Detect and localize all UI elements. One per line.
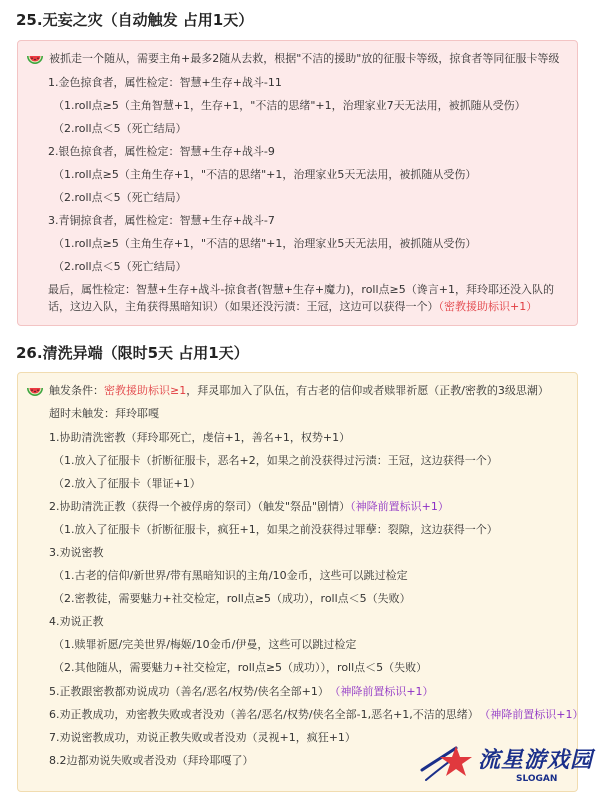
final-check-continued: [48, 300, 537, 314]
descent-marker: （神降前置标识+1）: [350, 500, 449, 513]
descent-marker: （神降前置标识+1）: [484, 708, 584, 721]
option-help-purge-cult: 1.协助清洗密教（拜玲耶死亡，虔信+1，善名+1，权势+1）: [49, 431, 351, 444]
logo-title: 流星游戏园: [478, 748, 594, 773]
descent-marker: （神降前置标识+1）: [334, 685, 434, 698]
outcome-text: 6.劝正教成功，劝密教失败或者没劝（善名/恶名/权势/侠名全部-1,恶名+1,不洁的思绪）: [49, 708, 479, 721]
option-help-purge-orthodox: [49, 500, 449, 514]
option-detail: （1.roll点≥5（主角生存+1，"不洁的思绪"+1，治理家业5天无法用，被抓随从受伤）: [53, 168, 477, 181]
option-silver-predator: 2.银色掠食者，属性检定：智慧+生存+战斗-9: [48, 145, 275, 158]
cult-aid-marker: （密教援助标识+1）: [438, 300, 538, 313]
timeout-note: 超时未触发：拜玲耶嘎: [49, 407, 159, 420]
cult-aid-requirement: 密教援助标识≥1: [104, 384, 187, 397]
outcome-cult-success: 7.劝说密教成功，劝说正教失败或者没劝（灵视+1，疯狂+1）: [49, 731, 356, 744]
option-persuade-cult: 3.劝说密教: [49, 546, 104, 559]
trigger-label: 触发条件：: [49, 384, 104, 397]
logo-slogan: SLOGAN: [516, 774, 558, 784]
option-detail: （1.放入了征服卡（折断征服卡，恶名+2，如果之前没获得过污渍：王冠，这边获得一个）: [53, 454, 498, 467]
option-detail: （2.放入了征服卡（罪证+1）: [53, 477, 201, 490]
site-logo: [420, 740, 598, 790]
watermelon-icon: [26, 52, 44, 68]
option-gold-predator: 1.金色掠食者，属性检定：智慧+生存+战斗-11: [48, 76, 282, 89]
trigger-text: ，拜灵耶加入了队伍，有古老的信仰或者赎罪祈愿（正教/密教的3级思潮）: [186, 384, 549, 397]
trigger-condition: [49, 384, 549, 398]
option-detail: （1.放入了征服卡（折断征服卡，疯狂+1，如果之前没获得过罪孽：裂隙，这边获得一个）: [53, 523, 498, 536]
option-detail: （1.赎罪祈愿/完美世界/梅姬/10金币/伊曼，这些可以跳过检定: [53, 638, 357, 651]
option-detail: （2.密教徒，需要魅力+社交检定，roll点≥5（成功），roll点＜5（失败）: [53, 592, 411, 605]
option-detail: （1.roll点≥5（主角生存+1，"不洁的思绪"+1，治理家业5天无法用，被抓随从受伤）: [53, 237, 477, 250]
option-detail: （2.roll点＜5（死亡结局）: [53, 122, 187, 135]
option-detail: （2.其他随从，需要魅力+社交检定，roll点≥5（成功）），roll点＜5（失败）: [53, 661, 428, 674]
option-detail: （2.roll点＜5（死亡结局）: [53, 260, 187, 273]
option-persuade-orthodox: 4.劝说正教: [49, 615, 104, 628]
outcome-text: 5.正教跟密教都劝说成功（善名/恶名/权势/侠名全部+1）: [49, 685, 329, 698]
outcome-both-fail: 8.2边都劝说失败或者没劝（拜玲耶嘎了）: [49, 754, 254, 767]
final-check: 最后，属性检定：智慧+生存+战斗-掠食者(智慧+生存+魔力)，roll点≥5（谗言+1，拜玲耶还没入队的: [48, 283, 554, 296]
option-detail: （1.roll点≥5（主角智慧+1，生存+1，"不洁的思绪"+1，治理家业7天无法用，被抓随从受伤）: [53, 99, 526, 112]
section-title-25: 25.无妄之灾（自动触发 占用1天）: [16, 11, 254, 29]
final-check-text: 话，这边入队，主角获得黑暗知识）（如果还没污渍：王冠，这边可以获得一个）: [48, 300, 439, 313]
outcome-orthodox-success: [49, 708, 584, 722]
watermelon-icon: [26, 384, 44, 400]
option-text: 2.协助清洗正教（获得一个被俘虏的祭司）（触发"祭品"剧情）: [49, 500, 351, 513]
option-detail: （2.roll点＜5（死亡结局）: [53, 191, 187, 204]
option-bronze-predator: 3.青铜掠食者，属性检定：智慧+生存+战斗-7: [48, 214, 275, 227]
event-intro: 被抓走一个随从，需要主角+最多2随从去救，根据"不洁的援助"放的征服卡等级，掠食者等同征服卡等级: [49, 52, 560, 65]
section-title-26: 26.清洗异端（限时5天 占用1天）: [16, 344, 249, 362]
option-detail: （1.古老的信仰/新世界/带有黑暗知识的主角/10金币，这些可以跳过检定: [53, 569, 408, 582]
star-logo-icon: [420, 740, 476, 790]
outcome-both-success: [49, 685, 434, 699]
